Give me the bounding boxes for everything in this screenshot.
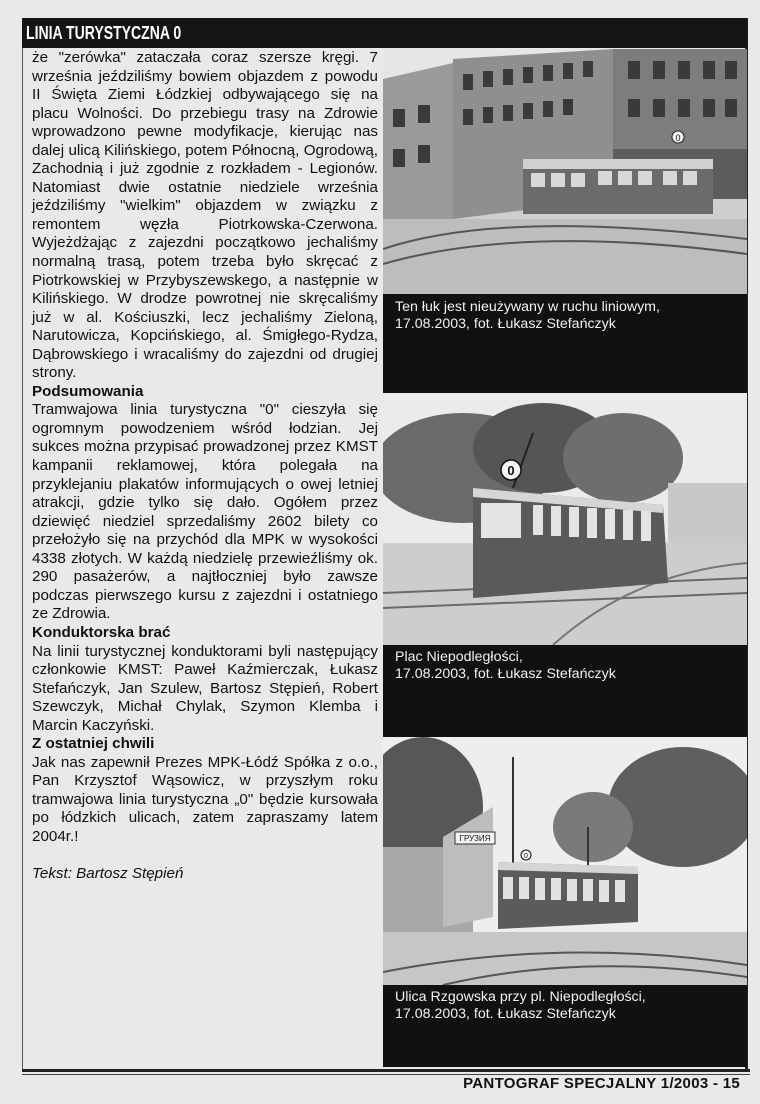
page-footer: PANTOGRAF SPECJALNY 1/2003 - 15 (463, 1075, 740, 1092)
paragraph: Jak nas zapewnił Prezes MPK-Łódź Spółka z o.o., Pan Krzysztof Wąsowicz, w przyszłym roku tramwajowa linia turystyczna „0" będzie kursowała po łódzkich ulicach, zatem zapraszamy latem 2004r.! (32, 753, 378, 845)
subheading-latest: Z ostatniej chwili (32, 735, 155, 753)
route-number-sign: 0 (524, 853, 528, 860)
caption-credit: 17.08.2003, fot. Łukasz Stefańczyk (395, 666, 616, 682)
subheading-conductors: Konduktorska brać (32, 623, 171, 641)
photo-tram-curve (383, 49, 747, 332)
section-header (22, 18, 747, 48)
photo-column (383, 49, 747, 1067)
caption-credit: 17.08.2003, fot. Łukasz Stefańczyk (395, 1006, 616, 1022)
photo-1-image (383, 49, 747, 294)
paragraph: Tramwajowa linia turystyczna "0" cieszyła się ogromnym powodzeniem wśród łodzian. Jej sukces można przypisać prowadzonej przez KMST kampanii reklamowej, która polegała na przyklejaniu plakatów informujących o owej letniej atrakcji, gdzie tylko się dało. Ogółem przez dziewięć niedziel sprzedaliśmy 2602 bilety co przełożyło się na przychód dla MPK w wysokości 4338 złotych. W każdą niedzielę przewieźliśmy ok. 290 pasażerów, a najtłoczniej było zawsze podczas pierwszego kursu z zajezdni i ostatniego ze Zdrowia. (32, 401, 378, 623)
route-number-sign: 0 (507, 463, 515, 478)
paragraph: że "zerówka" zataczała coraz szersze kręgi. 7 września jeździliśmy bowiem objazdem z powodu II Święta Ziemi Łódzkiej odbywającego się na placu Wolności. Do przebiegu trasy na Zdrowie wprowadzono pewne modyfikacje, kierując nas dalej ulicą Kilińskiego, potem Północną, Ogrodową, Zachodnią i już zgodnie z rozkładem - Legionów. Natomiast dwie ostatnie niedziele września jeździliśmy "wielkim" objazdem w związku z remontem węzła Piotrkowska-Czerwona. Wyjeżdżając z zajezdni początkowo jechaliśmy normalną trasą, potem trzeba było skręcać z Piotrkowskiej w Przybyszewskego, a następnie w Kilińskiego. W drodze powrotnej nie skręcaliśmy już w al. Kościuszki, lecz jechaliśmy Zieloną, Narutowicza, Kopcińskiego, al. Śmigłego-Rydza, Dąbrowskiego i wracaliśmy do zajezdni od drugiej strony. (32, 49, 378, 382)
caption-line: Ten łuk jest nieużywany w ruchu liniowym, (395, 299, 660, 315)
author-credit: Tekst: Bartosz Stępień (32, 864, 184, 882)
photo-1-caption (395, 299, 660, 333)
route-number-sign: 0 (675, 133, 681, 143)
article-body (32, 49, 378, 883)
photo-3-image (383, 737, 747, 985)
section-title: LINIA TURYSTYCZNA 0 (26, 23, 182, 43)
photo-2-image (383, 393, 747, 645)
footer-rule (22, 1069, 750, 1072)
photo-plac-niepodleglosci (383, 393, 747, 682)
photo-3-caption (395, 989, 646, 1023)
paragraph: Na linii turystycznej konduktorami byli następujący członkowie KMST: Paweł Kaźmierczak, Łukasz Stefańczyk, Jan Szulew, Bartosz Stępień, Robert Szewczyk, Michał Chylak, Szymon Klemba i Marcin Kaczyński. (32, 642, 378, 734)
photo-ulica-rzgowska (383, 737, 747, 1022)
caption-credit: 17.08.2003, fot. Łukasz Stefańczyk (395, 316, 616, 332)
storefront-sign: ГРУЗИЯ (459, 834, 491, 843)
caption-line: Ulica Rzgowska przy pl. Niepodległości, (395, 989, 646, 1005)
subheading-summary: Podsumowania (32, 382, 144, 400)
caption-line: Plac Niepodległości, (395, 649, 523, 665)
photo-2-caption (395, 649, 616, 683)
